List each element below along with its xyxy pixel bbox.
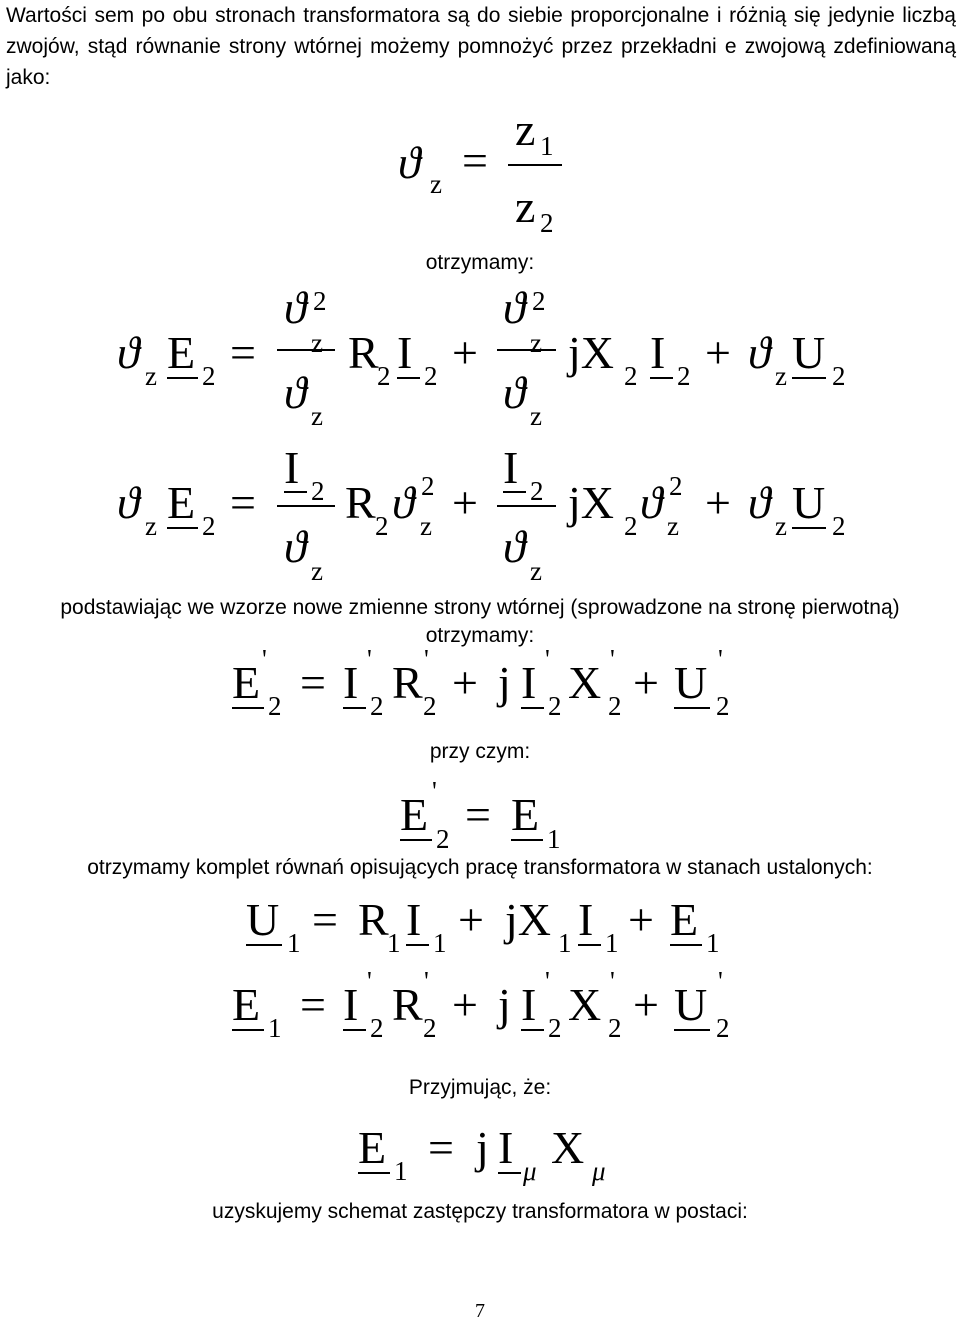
- math-symbol: +: [452, 477, 478, 528]
- subscript-2: 2: [540, 208, 554, 238]
- math-symbol: z: [145, 361, 157, 391]
- math-symbol: 2: [716, 691, 730, 721]
- math-symbol: z: [667, 511, 679, 541]
- math-symbol: 2: [436, 824, 450, 854]
- math-symbol: U: [246, 894, 280, 945]
- math-symbol: +: [452, 979, 478, 1030]
- math-symbol: 1: [287, 928, 301, 958]
- math-symbol: μ: [523, 1156, 537, 1186]
- math-symbol: =: [300, 979, 326, 1030]
- math-symbol: jX: [568, 477, 614, 528]
- math-symbol: 2: [202, 511, 216, 541]
- equation-turns-ratio: [398, 104, 562, 238]
- math-symbol: R: [345, 477, 376, 528]
- label-we-get-1: otrzymamy:: [425, 251, 535, 274]
- math-symbol: z: [311, 556, 323, 586]
- theta-symbol: ϑ: [398, 137, 421, 188]
- math-symbol: X: [568, 979, 602, 1030]
- math-symbol: ϑ: [117, 477, 140, 528]
- math-symbol: X: [551, 1122, 585, 1173]
- math-symbol: ': [718, 644, 723, 674]
- math-symbol: ϑ: [503, 367, 526, 418]
- math-symbol: 2: [624, 511, 638, 541]
- math-symbol: 2: [532, 286, 546, 316]
- math-symbol: ': [367, 644, 372, 674]
- math-symbol: +: [452, 657, 478, 708]
- paragraph-substituting: podstawiając we wzorze nowe zmienne strony wtórnej (sprowadzone na stronę pierwotną): [60, 596, 900, 619]
- math-symbol: 2: [370, 691, 384, 721]
- label-assuming: Przyjmując, że:: [408, 1076, 552, 1099]
- paragraph-complete-set: otrzymamy komplet równań opisujących pracę transformatora w stanach ustalonych:: [87, 856, 873, 879]
- math-symbol: +: [705, 327, 731, 378]
- math-symbol: =: [230, 327, 256, 378]
- math-symbol: j: [476, 1122, 489, 1173]
- math-symbol: I: [650, 327, 666, 378]
- math-symbol: ': [610, 644, 615, 674]
- equals-sign: =: [462, 135, 488, 186]
- math-symbol: 2: [202, 361, 216, 391]
- label-where: przy czym:: [429, 740, 531, 763]
- math-symbol: 1: [268, 1013, 282, 1043]
- math-symbol: ϑ: [117, 327, 140, 378]
- math-symbol: =: [428, 1122, 454, 1173]
- math-symbol: +: [633, 979, 659, 1030]
- math-symbol: E: [400, 789, 429, 840]
- equation-primary-emf: [232, 966, 730, 1043]
- equation-magnetizing: [358, 1122, 606, 1186]
- math-symbol: z: [530, 556, 542, 586]
- z-symbol: z: [515, 181, 536, 232]
- math-symbol: I: [521, 657, 537, 708]
- math-symbol: ϑ: [392, 477, 415, 528]
- math-symbol: 1: [433, 928, 447, 958]
- equation-rearranged: [117, 442, 846, 586]
- math-symbol: ϑ: [640, 477, 663, 528]
- math-symbol: U: [674, 979, 708, 1030]
- math-symbol: =: [230, 477, 256, 528]
- math-symbol: z: [530, 401, 542, 431]
- subscript-z: z: [430, 169, 442, 199]
- math-symbol: ': [545, 644, 550, 674]
- math-symbol: ϑ: [503, 521, 526, 572]
- math-symbol: E: [232, 979, 261, 1030]
- math-symbol: I: [406, 894, 422, 945]
- math-symbol: 2: [375, 511, 389, 541]
- math-symbol: 2: [421, 471, 435, 501]
- math-symbol: I: [397, 327, 413, 378]
- math-symbol: 2: [624, 361, 638, 391]
- math-symbol: ': [432, 776, 437, 806]
- math-symbol: ': [424, 644, 429, 674]
- math-symbol: 2: [716, 1013, 730, 1043]
- math-symbol: 2: [608, 691, 622, 721]
- math-symbol: +: [705, 477, 731, 528]
- math-symbol: =: [312, 894, 338, 945]
- math-symbol: j: [498, 657, 511, 708]
- math-symbol: ': [262, 644, 267, 674]
- math-symbol: ϑ: [284, 521, 307, 572]
- math-symbol: ϑ: [748, 327, 771, 378]
- math-symbol: ϑ: [748, 477, 771, 528]
- math-symbol: 1: [394, 1156, 408, 1186]
- equation-referred-secondary: [232, 644, 730, 721]
- math-symbol: +: [633, 657, 659, 708]
- math-symbol: E: [167, 327, 196, 378]
- equation-primary-voltage: [246, 894, 720, 958]
- paragraph-scheme: uzyskujemy schemat zastępczy transformatora w postaci:: [212, 1200, 748, 1223]
- math-symbol: =: [465, 789, 491, 840]
- equation-emf-equality: [400, 776, 561, 854]
- math-symbol: z: [775, 511, 787, 541]
- math-symbol: 2: [677, 361, 691, 391]
- math-symbol: I: [343, 657, 359, 708]
- math-symbol: z: [530, 328, 542, 358]
- math-symbol: z: [311, 328, 323, 358]
- math-symbol: 2: [423, 1013, 437, 1043]
- math-symbol: jX: [505, 894, 551, 945]
- math-symbol: I: [498, 1122, 514, 1173]
- math-symbol: z: [311, 401, 323, 431]
- math-symbol: 2: [311, 476, 325, 506]
- subscript-1: 1: [540, 131, 554, 161]
- math-symbol: ': [610, 966, 615, 996]
- math-symbol: ': [367, 966, 372, 996]
- math-symbol: R: [358, 894, 389, 945]
- math-symbol: R: [392, 657, 423, 708]
- math-symbol: +: [452, 327, 478, 378]
- math-symbol: X: [568, 657, 602, 708]
- math-symbol: ϑ: [284, 282, 307, 333]
- math-symbol: E: [167, 477, 196, 528]
- math-symbol: 1: [605, 928, 619, 958]
- math-symbol: +: [628, 894, 654, 945]
- math-symbol: 2: [377, 361, 391, 391]
- math-symbol: ': [424, 966, 429, 996]
- math-symbol: 1: [547, 824, 561, 854]
- math-symbol: R: [392, 979, 423, 1030]
- math-symbol: 2: [313, 286, 327, 316]
- math-symbol: 2: [832, 361, 846, 391]
- math-symbol: 2: [548, 691, 562, 721]
- math-symbol: U: [674, 657, 708, 708]
- math-symbol: 2: [268, 691, 282, 721]
- math-symbol: ': [545, 966, 550, 996]
- math-symbol: E: [511, 789, 540, 840]
- math-symbol: =: [300, 657, 326, 708]
- math-symbol: I: [578, 894, 594, 945]
- math-symbol: 1: [706, 928, 720, 958]
- math-symbol: 2: [423, 691, 437, 721]
- math-symbol: I: [343, 979, 359, 1030]
- math-symbol: ϑ: [284, 367, 307, 418]
- math-symbol: U: [792, 327, 826, 378]
- math-symbol: ϑ: [503, 282, 526, 333]
- math-symbol: μ: [592, 1156, 606, 1186]
- math-symbol: jX: [568, 327, 614, 378]
- math-symbol: +: [458, 894, 484, 945]
- math-symbol: I: [284, 442, 300, 493]
- math-symbol: 2: [669, 471, 683, 501]
- math-symbol: z: [775, 361, 787, 391]
- math-symbol: 2: [548, 1013, 562, 1043]
- page-number: 7: [475, 1300, 485, 1322]
- math-symbol: E: [232, 657, 261, 708]
- math-symbol: I: [521, 979, 537, 1030]
- intro-paragraph: Wartości sem po obu stronach transformatora są do siebie proporcjonalne i różnią się jedynie liczbą zwojów, stąd równanie strony wtórnej możemy pomnożyć przez przekładni e zwojową zdefiniowaną jako:: [6, 4, 956, 89]
- math-symbol: 1: [387, 928, 401, 958]
- math-symbol: U: [792, 477, 826, 528]
- math-symbol: 2: [424, 361, 438, 391]
- math-symbol: E: [358, 1122, 387, 1173]
- math-symbol: 2: [530, 476, 544, 506]
- math-symbol: R: [348, 327, 379, 378]
- z-symbol: z: [515, 104, 536, 155]
- math-symbol: z: [145, 511, 157, 541]
- math-symbol: ': [718, 966, 723, 996]
- math-symbol: 2: [608, 1013, 622, 1043]
- math-symbol: j: [498, 979, 511, 1030]
- math-symbol: I: [503, 442, 519, 493]
- math-symbol: 2: [832, 511, 846, 541]
- math-symbol: 2: [370, 1013, 384, 1043]
- math-symbol: z: [420, 511, 432, 541]
- math-symbol: 1: [558, 928, 572, 958]
- math-symbol: E: [670, 894, 699, 945]
- equation-multiplied-secondary: [117, 282, 846, 431]
- label-we-get-2: otrzymamy:: [425, 624, 535, 647]
